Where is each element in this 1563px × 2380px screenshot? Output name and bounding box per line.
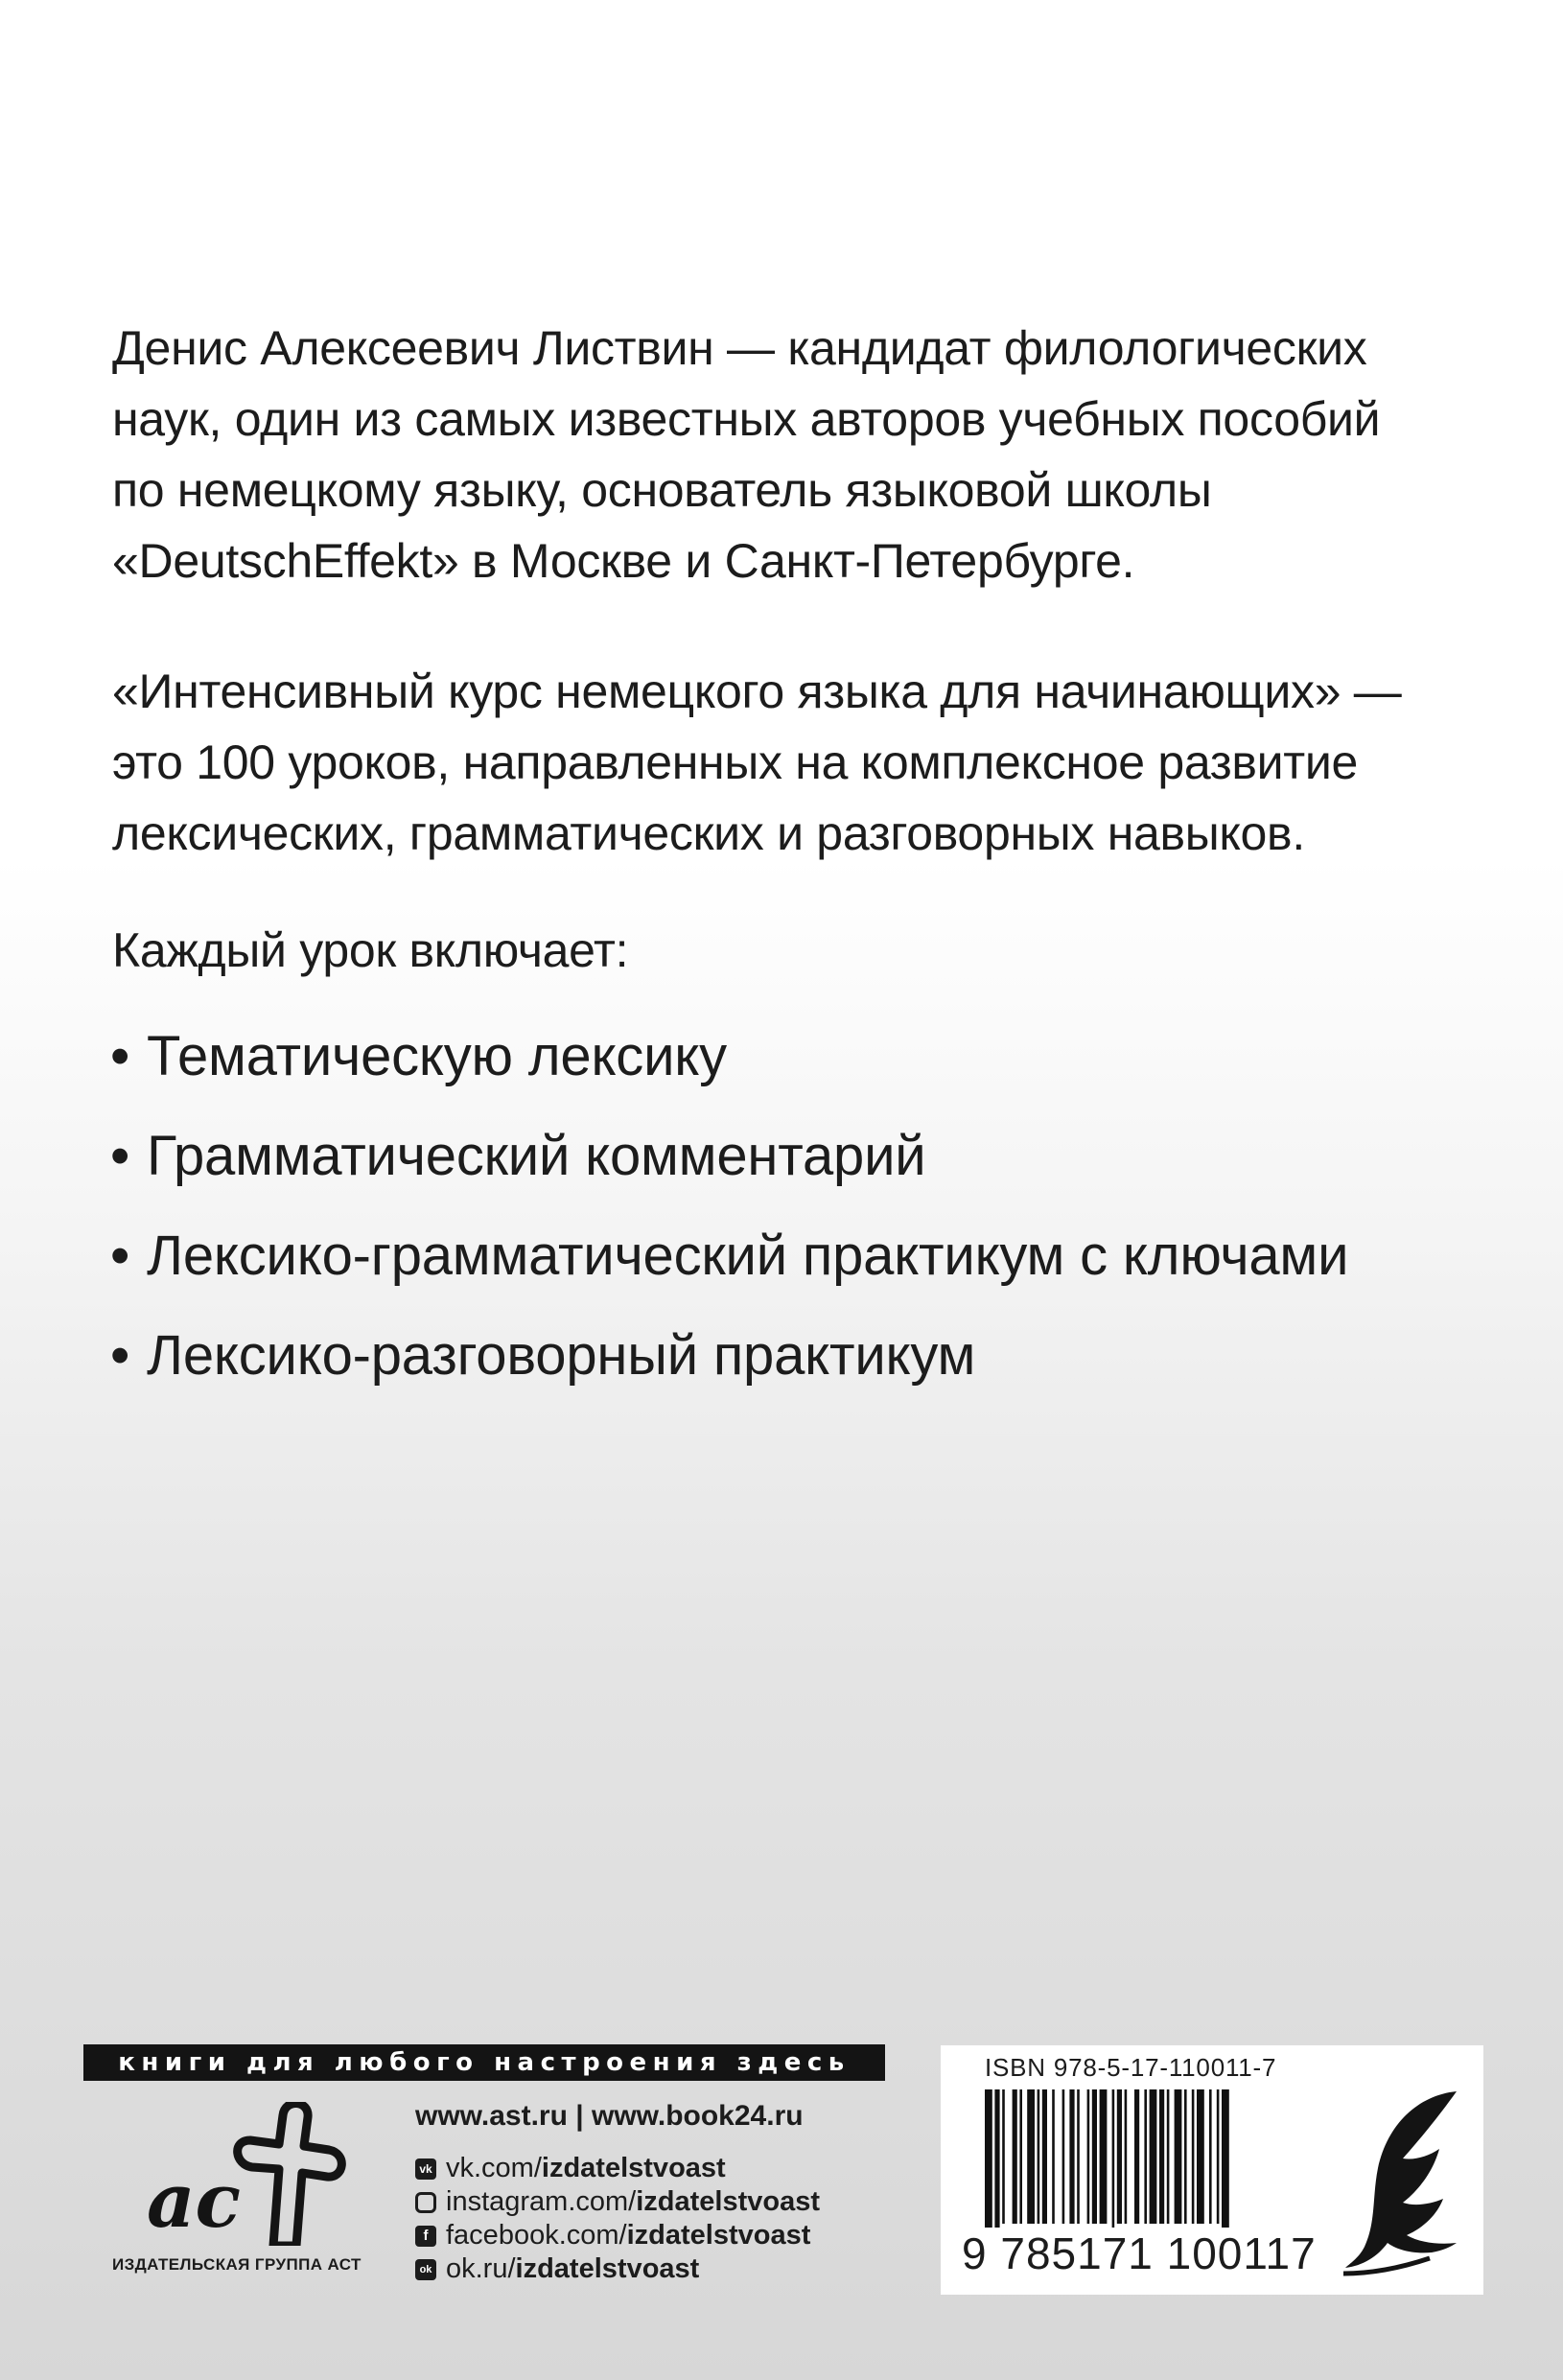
bullet-icon: •: [110, 1025, 130, 1087]
barcode-bar: [1159, 2089, 1164, 2224]
barcode-bar: [1038, 2089, 1040, 2224]
barcode-bar: [1077, 2089, 1080, 2224]
svg-text:ас: ас: [147, 2158, 242, 2245]
barcode-bar: [1019, 2089, 1022, 2224]
bullet-icon: •: [110, 1125, 130, 1187]
barcode-bar: [1192, 2089, 1195, 2224]
barcode-bar: [1134, 2089, 1139, 2224]
list-item: • Грамматический комментарий: [110, 1107, 1348, 1206]
author-bio-line: по немецкому языку, основатель языковой школы: [112, 463, 1212, 517]
bullet-icon: •: [110, 1324, 130, 1387]
websites-link[interactable]: www.ast.ru | www.book24.ru: [415, 2100, 804, 2132]
social-link-facebook[interactable]: f facebook.com/ izdatelstvoast: [415, 2219, 820, 2252]
lesson-items-list: [110, 1007, 1348, 1406]
course-description-line: «Интенсивный курс немецкого языка для начинающих» —: [112, 665, 1402, 718]
barcode-bar: [1117, 2089, 1122, 2224]
barcode-bar: [1062, 2089, 1065, 2224]
facebook-icon: f: [415, 2226, 436, 2247]
social-link-ok[interactable]: ok ok.ru/ izdatelstvoast: [415, 2252, 820, 2286]
course-description-line: лексических, грамматических и разговорных навыков.: [112, 806, 1305, 860]
list-item: • Лексико-грамматический практикум с ключами: [110, 1206, 1348, 1306]
barcode-bar: [1052, 2089, 1055, 2224]
lesson-intro: [112, 915, 1474, 986]
barcode-bar: [1175, 2089, 1182, 2224]
vk-icon: vk: [415, 2158, 436, 2180]
barcode-bar: [1144, 2089, 1147, 2224]
ean-digits: 9 785171 100117: [962, 2228, 1317, 2278]
author-bio-line: «DeutschEffekt» в Москве и Санкт-Петербурге.: [112, 534, 1135, 588]
author-bio-line: наук, один из самых известных авторов учебных пособий: [112, 392, 1381, 446]
barcode-icon: [983, 2089, 1290, 2235]
barcode-bar: [994, 2089, 999, 2235]
barcode-bar: [1013, 2089, 1017, 2224]
barcode-bar: [1092, 2089, 1097, 2224]
barcode-bar: [1222, 2089, 1229, 2235]
barcode-bar: [985, 2089, 992, 2235]
publisher-name: ИЗДАТЕЛЬСКАЯ ГРУППА АСТ: [112, 2255, 362, 2274]
barcode-bar: [1184, 2089, 1187, 2224]
course-description-line: это 100 уроков, направленных на комплексное развитие: [112, 735, 1359, 789]
ast-logo-icon: [139, 2102, 360, 2246]
ok-icon: ok: [415, 2259, 436, 2280]
feather-logo-icon: [1343, 2086, 1462, 2277]
social-links: [415, 2152, 820, 2286]
barcode-bar: [1087, 2089, 1090, 2224]
barcode-bar: [1167, 2089, 1170, 2224]
barcode-bar: [1027, 2089, 1035, 2224]
barcode-bar: [1100, 2089, 1108, 2224]
barcode-bar: [1209, 2089, 1212, 2224]
isbn-block: [941, 2045, 1483, 2295]
barcode-bar: [1002, 2089, 1005, 2224]
barcode-bar: [1112, 2089, 1115, 2235]
course-description: [112, 656, 1474, 869]
barcode-bar: [1069, 2089, 1074, 2224]
bullet-icon: •: [110, 1225, 130, 1287]
author-bio-line: Денис Алексеевич Листвин — кандидат филологических: [112, 321, 1367, 375]
barcode-bar: [1217, 2089, 1220, 2224]
instagram-icon: [415, 2192, 436, 2213]
list-item: • Тематическую лексику: [110, 1007, 1348, 1107]
barcode-bar: [1042, 2089, 1047, 2224]
isbn-label: ISBN 978-5-17-110011-7: [985, 2053, 1277, 2082]
social-link-vk[interactable]: vk vk.com/ izdatelstvoast: [415, 2152, 820, 2185]
lesson-intro-text: Каждый урок включает:: [112, 923, 629, 977]
barcode-bar: [1125, 2089, 1128, 2224]
list-item: • Лексико-разговорный практикум: [110, 1306, 1348, 1406]
barcode-bar: [1150, 2089, 1157, 2224]
author-bio: [112, 313, 1474, 596]
slogan-bar: книги для любого настроения здесь: [83, 2044, 885, 2081]
barcode-bar: [1197, 2089, 1204, 2224]
social-link-instagram[interactable]: instagram.com/ izdatelstvoast: [415, 2185, 820, 2219]
